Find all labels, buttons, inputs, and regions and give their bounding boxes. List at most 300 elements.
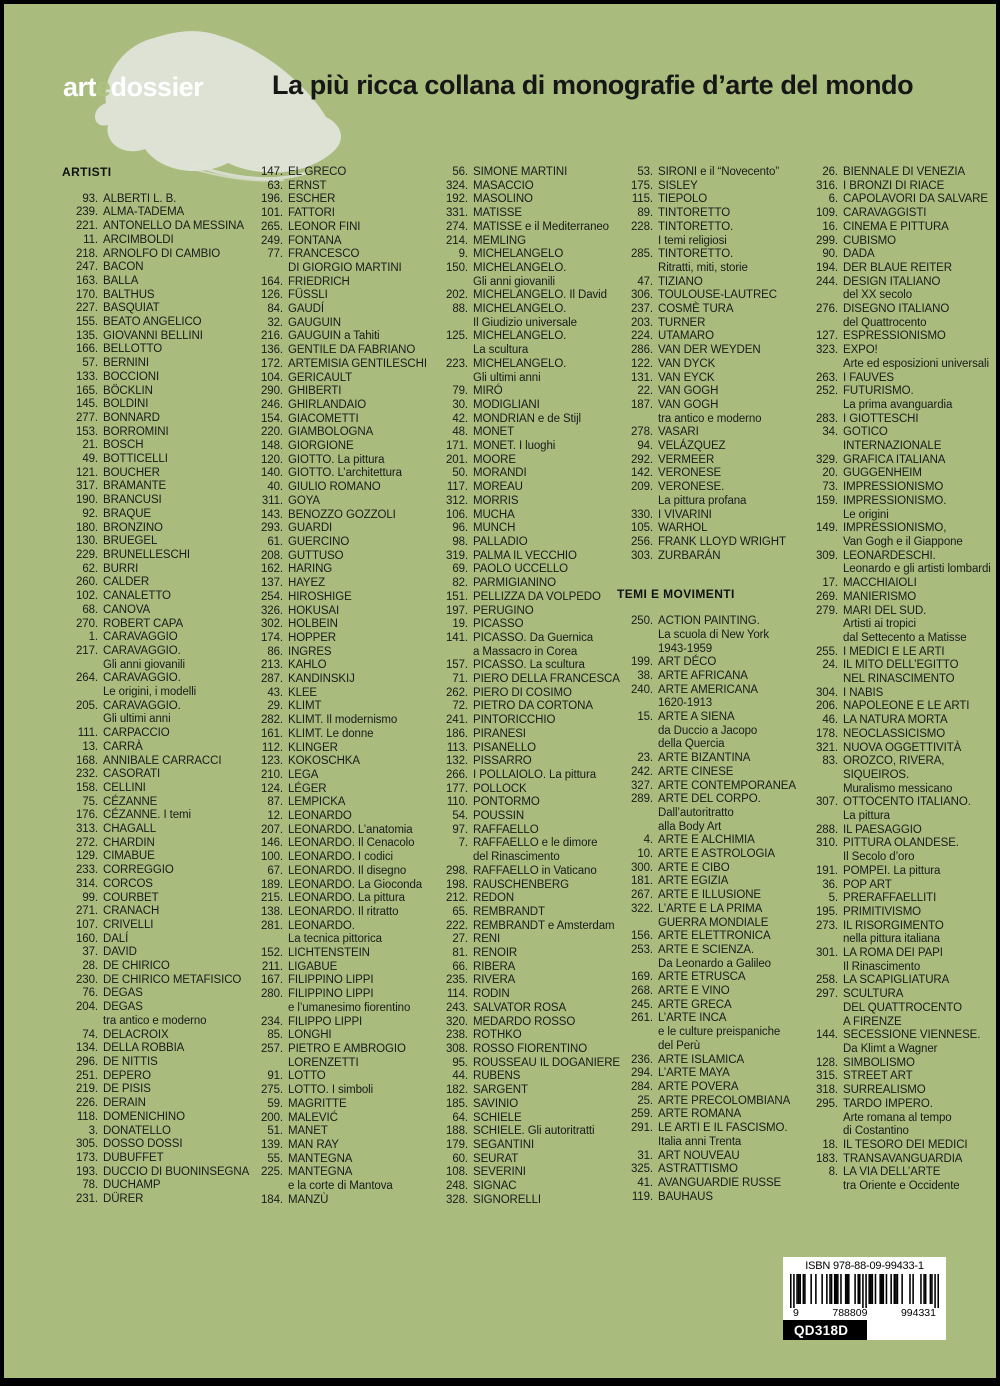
item-body: [473, 810, 617, 824]
item-number: 170.: [76, 288, 98, 301]
item-number: 71.: [452, 673, 468, 686]
item-number: 153.: [76, 425, 98, 438]
item-number: 41.: [637, 1176, 653, 1189]
item-number: 197.: [446, 604, 468, 617]
item-number: 249.: [261, 234, 283, 247]
item-title: PITTURA OLANDESE.: [843, 837, 959, 850]
list-item: [617, 684, 802, 711]
item-number: 104.: [261, 371, 283, 384]
item-body: [103, 1001, 247, 1028]
list-item: [62, 234, 247, 248]
item-body: [288, 563, 432, 577]
item-body: [473, 824, 617, 838]
item-body: [473, 166, 617, 180]
item-number: 206.: [816, 700, 838, 713]
item-title: GAUGUIN: [288, 316, 341, 329]
item-body: [843, 577, 987, 591]
list-item: [617, 985, 802, 999]
list-item: [247, 1029, 432, 1043]
item-title: BIENNALE DI VENEZIA: [843, 166, 966, 178]
item-body: [473, 440, 617, 454]
item-title: ROSSO FIORENTINO: [473, 1043, 588, 1055]
item-title: ARTE PRECOLOMBIANA: [658, 1094, 791, 1107]
item-title: BRUNELLESCHI: [103, 548, 190, 561]
item-body: [473, 988, 617, 1002]
item-subtitle: e l’umanesimo fiorentino: [288, 1001, 411, 1014]
item-title: MONET. I luoghi: [473, 440, 556, 453]
item-title: FATTORI: [288, 207, 335, 220]
list-item: [62, 563, 247, 577]
list-item: [247, 700, 432, 714]
item-body: [288, 920, 432, 947]
item-title: ANTONELLO DA MESSINA: [103, 220, 244, 233]
item-body: [288, 1153, 432, 1167]
item-title: LONGHI: [288, 1029, 332, 1042]
list-item: [617, 656, 802, 670]
list-item: [62, 398, 247, 412]
list-item: [617, 385, 802, 399]
item-number: 100.: [261, 851, 283, 864]
list-item: [247, 563, 432, 577]
item-title: GIOTTO. L’architettura: [288, 467, 402, 480]
item-title: GIACOMETTI: [288, 412, 359, 425]
item-title: ARTEMISIA GENTILESCHI: [288, 357, 427, 370]
item-number: 271.: [76, 905, 98, 918]
item-body: [103, 1083, 247, 1097]
item-body: [473, 796, 617, 810]
item-subtitle: Van Gogh e il Giappone: [843, 535, 963, 548]
item-title: GENTILE DA FABRIANO: [288, 344, 416, 357]
list-item: [802, 947, 987, 974]
list-item: [247, 372, 432, 386]
list-item: [62, 1070, 247, 1084]
column-1: [62, 165, 250, 1207]
list-item: [247, 796, 432, 810]
item-number: 146.: [261, 837, 283, 850]
item-body: [103, 426, 247, 440]
item-number: 257.: [261, 1043, 283, 1055]
list-item: [802, 1029, 987, 1056]
item-number: 224.: [631, 330, 653, 343]
item-number: 253.: [631, 943, 653, 956]
barcode-box: [783, 1257, 946, 1340]
item-body: [843, 892, 987, 906]
item-body: [843, 1070, 987, 1084]
item-title: CASORATI: [103, 768, 161, 781]
item-body: [288, 385, 432, 399]
item-number: 211.: [261, 960, 283, 973]
list-columns: [62, 165, 991, 1207]
item-number: 123.: [261, 755, 283, 768]
item-number: 216.: [261, 330, 283, 343]
item-body: [843, 193, 988, 207]
item-title: SIGNAC: [473, 1180, 517, 1193]
list-item: [617, 903, 802, 930]
list-item: [617, 930, 802, 944]
item-number: 199.: [631, 656, 653, 669]
item-title: MORRIS: [473, 494, 519, 507]
list-item: [247, 467, 432, 481]
item-body: [103, 508, 247, 522]
item-title: RIBERA: [473, 960, 516, 973]
item-body: [288, 180, 432, 194]
item-title: GIULIO ROMANO: [288, 481, 381, 494]
item-subtitle: INTERNAZIONALE: [843, 440, 942, 453]
list-item: [247, 810, 432, 824]
item-title: DUCCIO DI BUONINSEGNA: [103, 1165, 250, 1178]
item-body: [658, 344, 802, 358]
item-title: RODIN: [473, 988, 510, 1001]
item-title: ARCIMBOLDI: [103, 233, 174, 246]
list-item: [432, 426, 617, 440]
list-item: [247, 591, 432, 605]
item-number: 278.: [631, 426, 653, 439]
list-item: [432, 248, 617, 262]
item-body: [473, 879, 617, 893]
item-number: 297.: [816, 988, 838, 1001]
item-body: [473, 618, 617, 632]
item-number: 142.: [631, 467, 653, 480]
list-item: [62, 645, 247, 672]
item-body: [843, 495, 987, 522]
list-item: [432, 1098, 617, 1112]
item-title: MANTEGNA: [288, 1152, 353, 1165]
item-title: BRUEGEL: [103, 535, 158, 548]
item-number: 279.: [816, 604, 838, 617]
list-item: [802, 207, 987, 221]
list-item: [802, 454, 987, 468]
list-item: [432, 605, 617, 619]
item-title: ARTE A SIENA: [658, 711, 735, 724]
item-body: [103, 220, 247, 234]
item-number: 324.: [446, 179, 468, 192]
item-number: 132.: [446, 755, 468, 768]
list-item: [247, 303, 432, 317]
list-item: [617, 1012, 802, 1053]
list-item: [62, 1125, 247, 1139]
item-title: GOTICO: [843, 426, 888, 439]
item-title: KOKOSCHKA: [288, 755, 360, 768]
item-number: 288.: [816, 823, 838, 836]
item-number: 217.: [76, 644, 98, 657]
item-number: 85.: [267, 1029, 283, 1042]
item-title: AVANGUARDIE RUSSE: [658, 1176, 782, 1189]
item-number: 166.: [76, 343, 98, 356]
list-item: [62, 905, 247, 919]
item-number: 137.: [261, 577, 283, 590]
item-title: DOMENICHINO: [103, 1110, 185, 1123]
item-subtitle: NEL RINASCIMENTO: [843, 673, 955, 686]
list-item: [802, 166, 987, 180]
item-title: SARGENT: [473, 1084, 528, 1097]
item-title: LOTTO. I simboli: [288, 1084, 374, 1097]
item-title: ART NOUVEAU: [658, 1149, 740, 1162]
item-number: 75.: [82, 795, 98, 808]
list-item: [432, 509, 617, 523]
item-title: POUSSIN: [473, 810, 525, 823]
list-item: [432, 481, 617, 495]
item-title: I GIOTTESCHI: [843, 412, 919, 425]
item-title: MICHELANGELO.: [473, 330, 567, 343]
item-body: [658, 766, 802, 780]
item-number: 291.: [631, 1122, 653, 1135]
item-title: ARTE ROMANA: [658, 1108, 742, 1121]
item-number: 117.: [446, 481, 468, 494]
item-subtitle: Artisti ai tropici: [843, 618, 916, 631]
list-item: [617, 875, 802, 889]
item-body: [473, 413, 617, 427]
item-number: 88.: [452, 303, 468, 316]
item-body: [103, 343, 247, 357]
item-number: 21.: [82, 439, 98, 452]
item-number: 195.: [816, 905, 838, 918]
barcode-digits: [790, 1307, 939, 1319]
list-item: [432, 454, 617, 468]
item-body: [473, 1112, 617, 1126]
list-item: [617, 1108, 802, 1122]
item-body: [843, 700, 987, 714]
item-title: KLIMT: [288, 700, 322, 713]
item-title: BOLDINI: [103, 398, 149, 411]
item-body: [288, 344, 432, 358]
item-number: 90.: [822, 248, 838, 261]
list-item: [802, 906, 987, 920]
logo-part-dossier: dossier: [110, 72, 204, 102]
item-number: 304.: [816, 686, 838, 699]
list-item: [62, 1193, 247, 1207]
list-item: [432, 166, 617, 180]
item-number: 149.: [816, 522, 838, 535]
item-subtitle: Italia anni Trenta: [658, 1135, 742, 1148]
item-title: LA ROMA DEI PAPI: [843, 947, 943, 960]
item-title: BRONZINO: [103, 521, 163, 534]
item-title: PIETRO DA CORTONA: [473, 700, 593, 713]
item-body: [103, 1125, 247, 1139]
item-title: DUCHAMP: [103, 1179, 161, 1192]
item-number: 172.: [261, 357, 283, 370]
item-subtitle: Gli ultimi anni: [103, 713, 171, 726]
item-number: 147.: [261, 166, 283, 178]
item-body: [473, 783, 617, 797]
item-number: 269.: [816, 590, 838, 603]
list-item: [62, 439, 247, 453]
code-strip-blank: [867, 1320, 946, 1340]
item-body: [473, 454, 617, 468]
list-item: [617, 481, 802, 508]
item-title: CUBISMO: [843, 234, 896, 247]
item-body: [103, 234, 247, 248]
item-body: [103, 604, 247, 618]
item-title: PRERAFFAELLITI: [843, 892, 937, 905]
item-title: DEGAS: [103, 987, 143, 1000]
list-item: [432, 1070, 617, 1084]
item-body: [843, 974, 987, 988]
item-body: [473, 303, 617, 330]
item-number: 110.: [446, 796, 468, 809]
item-number: 191.: [816, 864, 838, 877]
item-body: [658, 985, 802, 999]
list-item: [62, 193, 247, 207]
item-number: 192.: [446, 193, 468, 206]
item-number: 311.: [261, 494, 283, 507]
item-title: LA SCAPIGLIATURA: [843, 974, 950, 987]
item-number: 64.: [452, 1111, 468, 1124]
item-number: 28.: [82, 960, 98, 973]
item-body: [473, 495, 617, 509]
item-number: 303.: [631, 549, 653, 562]
item-number: 327.: [631, 779, 653, 792]
item-number: 189.: [261, 878, 283, 891]
item-body: [103, 1166, 249, 1180]
item-number: 134.: [76, 1042, 98, 1055]
list-item: [432, 563, 617, 577]
item-subtitle: del Rinascimento: [473, 851, 560, 864]
barcode-icon: [790, 1274, 939, 1308]
list-item: [62, 494, 247, 508]
list-item: [247, 1043, 432, 1070]
item-number: 194.: [816, 261, 838, 274]
list-item: [247, 961, 432, 975]
item-title: RUBENS: [473, 1070, 521, 1083]
item-number: 42.: [452, 412, 468, 425]
list-item: [432, 221, 617, 235]
item-number: 54.: [452, 810, 468, 823]
item-number: 49.: [82, 453, 98, 466]
item-number: 193.: [76, 1165, 98, 1178]
item-title: SALVATOR ROSA: [473, 1001, 567, 1014]
item-title: MUCHA: [473, 508, 515, 521]
list-item: [247, 1166, 432, 1193]
list-item: [802, 577, 987, 591]
item-subtitle: dal Settecento a Matisse: [843, 631, 967, 644]
item-number: 223.: [446, 357, 468, 370]
item-body: [288, 632, 432, 646]
item-body: [288, 440, 432, 454]
item-number: 261.: [631, 1012, 653, 1025]
list-item: [62, 850, 247, 864]
item-number: 18.: [822, 1138, 838, 1151]
item-body: [658, 330, 802, 344]
item-title: CHAGALL: [103, 823, 156, 836]
item-body: [473, 550, 617, 564]
list-item: [617, 1191, 802, 1205]
list-item: [432, 235, 617, 249]
item-title: ANNIBALE CARRACCI: [103, 754, 222, 767]
item-number: 209.: [631, 481, 653, 494]
list-item: [432, 961, 617, 975]
list-item: [247, 1098, 432, 1112]
item-title: TRANSAVANGUARDIA: [843, 1152, 963, 1165]
item-title: HOPPER: [288, 631, 336, 644]
item-number: 99.: [82, 891, 98, 904]
list-item: [617, 372, 802, 386]
item-subtitle: LORENZETTI: [288, 1056, 359, 1069]
item-subtitle: GUERRA MONDIALE: [658, 916, 769, 929]
list-item: [62, 823, 247, 837]
list-item: [432, 413, 617, 427]
item-body: [103, 1097, 247, 1111]
logo-part-art: art: [63, 72, 97, 102]
item-title: BRANCUSI: [103, 494, 162, 507]
item-number: 118.: [76, 1110, 98, 1123]
item-body: [473, 1002, 617, 1016]
list-item: [802, 796, 987, 823]
item-number: 51.: [267, 1125, 283, 1138]
item-body: [658, 358, 802, 372]
list-item: [617, 889, 802, 903]
list-item: [432, 1166, 617, 1180]
item-number: 277.: [76, 411, 98, 424]
item-title: LEGA: [288, 768, 319, 781]
item-number: 114.: [446, 988, 468, 1001]
item-title: GAUDÍ: [288, 303, 324, 316]
item-body: [288, 248, 432, 275]
item-body: [103, 1056, 247, 1070]
item-body: [288, 1084, 432, 1098]
list-item: [617, 615, 802, 656]
item-title: ARTE E ILLUSIONE: [658, 889, 762, 902]
item-body: [658, 550, 802, 564]
item-title: LEONARDO. La Gioconda: [288, 878, 423, 891]
item-body: [103, 768, 247, 782]
item-title: MARI DEL SUD.: [843, 604, 927, 617]
item-subtitle: SIQUEIROS.: [843, 768, 910, 781]
item-body: [473, 536, 617, 550]
item-title: MANZÙ: [288, 1193, 329, 1206]
item-body: [843, 605, 987, 646]
item-number: 204.: [76, 1001, 98, 1014]
list-item: [247, 618, 432, 632]
item-number: 305.: [76, 1138, 98, 1151]
item-title: PELLIZZA DA VOLPEDO: [473, 590, 601, 603]
item-title: SIGNORELLI: [473, 1193, 542, 1206]
list-item: [617, 1067, 802, 1081]
list-item: [62, 1138, 247, 1152]
item-number: 290.: [261, 385, 283, 398]
list-item: [432, 591, 617, 605]
artedossier-logo: [44, 18, 354, 188]
item-title: DEGAS: [103, 1001, 143, 1014]
item-body: [473, 509, 617, 523]
item-title: ROBERT CAPA: [103, 617, 184, 630]
item-number: 318.: [816, 1084, 838, 1097]
column-2: [247, 166, 432, 1207]
item-number: 295.: [816, 1097, 838, 1110]
item-title: SECESSIONE VIENNESE.: [843, 1029, 981, 1042]
list-item: [247, 755, 432, 769]
column-4: [617, 166, 802, 1207]
item-number: 182.: [446, 1084, 468, 1097]
item-body: [103, 371, 247, 385]
list-item: [62, 480, 247, 494]
list-item: [62, 590, 247, 604]
list-item: [62, 1001, 247, 1028]
list-item: [247, 440, 432, 454]
item-title: MASACCIO: [473, 179, 534, 192]
item-title: RAFFAELLO: [473, 823, 539, 836]
item-title: IL RISORGIMENTO: [843, 919, 944, 932]
list-item: [62, 508, 247, 522]
item-body: [103, 289, 247, 303]
item-body: [103, 878, 247, 892]
item-title: GOYA: [288, 494, 320, 507]
item-title: ACTION PAINTING.: [658, 615, 760, 628]
list-item: [432, 892, 617, 906]
item-number: 312.: [446, 494, 468, 507]
item-number: 161.: [261, 727, 283, 740]
item-body: [288, 810, 432, 824]
item-body: [843, 426, 987, 453]
